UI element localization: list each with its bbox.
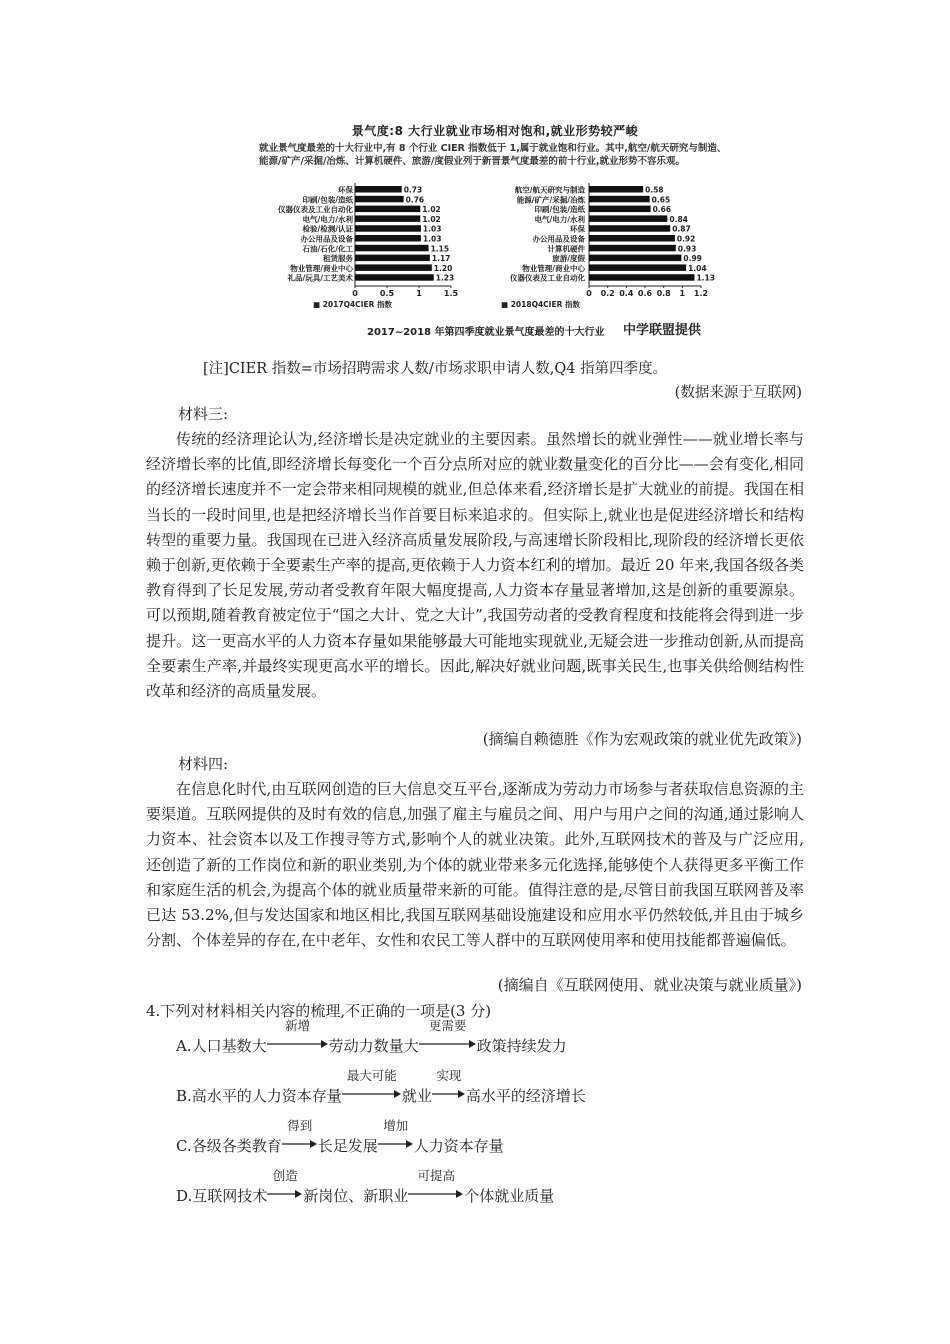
option-d[interactable] — [176, 1168, 554, 1208]
figure-title: 景气度:8 大行业就业市场相对饱和,就业形势较严峻 — [351, 124, 639, 138]
tick-label: 0.8 — [656, 289, 671, 298]
option-term-2: 新岗位、新职业 — [303, 1187, 409, 1205]
arrow-label: 更需要 — [428, 1018, 467, 1033]
value-label: 1.03 — [422, 234, 442, 244]
arrow-label: 得到 — [287, 1118, 313, 1133]
material3-citation: (摘编自赖德胜《作为宏观政策的就业优先政策》) — [482, 730, 802, 748]
value-label: 0.76 — [405, 195, 425, 205]
data-bar — [589, 245, 676, 252]
value-label: 0.84 — [669, 214, 688, 224]
tick-label: 0 — [586, 289, 592, 298]
tick-label: 0.2 — [600, 289, 615, 298]
category-label: 办公用品及设备 — [532, 234, 585, 244]
right-arrow-icon — [267, 1189, 303, 1199]
arrow-label: 新增 — [285, 1018, 311, 1033]
category-label: 能源/矿产/采掘/冶炼 — [516, 195, 585, 205]
arrow-1 — [267, 1016, 329, 1058]
figure-intro: 就业景气度最差的十大行业中,有 8 个行业 CIER 指数低于 1,属于就业饱和行业。其中,航空/航天研究与制造、能源/矿产/采掘/冶炼、计算机硬件、旅游/度假业列于新晋景气度最差的前十行业,就业形势不容乐观。 — [259, 143, 727, 167]
tick-label: 0.6 — [637, 289, 653, 298]
option-term-1: 高水平的人力资本存量 — [191, 1087, 342, 1105]
option-prefix: C. — [176, 1137, 192, 1155]
arrow-2 — [432, 1066, 466, 1108]
value-label: 0.93 — [677, 244, 697, 254]
category-label: 仪器仪表及工业自动化 — [510, 273, 585, 283]
category-label: 石油/石化/化工 — [302, 244, 353, 254]
right-arrow-icon — [267, 1039, 329, 1049]
option-term-1: 各级各类教育 — [191, 1137, 282, 1155]
data-bar — [355, 255, 430, 262]
legend-label: ■ 2017Q4CIER 指数 — [313, 300, 392, 309]
data-bar — [589, 274, 694, 281]
cier-note: [注]CIER 指数=市场招聘需求人数/市场求职申请人数,Q4 指第四季度。 — [203, 361, 668, 377]
data-bar — [355, 274, 434, 281]
option-term-2: 劳动力数量大 — [328, 1037, 419, 1055]
value-label: 1.17 — [431, 254, 451, 264]
category-label: 印刷/包装/造纸 — [302, 195, 353, 205]
arrow-1 — [342, 1066, 402, 1108]
category-label: 检验/检测/认证 — [302, 224, 353, 234]
right-arrow-icon — [419, 1039, 477, 1049]
value-label: 0.58 — [645, 185, 664, 195]
option-term-2: 就业 — [401, 1087, 432, 1105]
category-label: 办公用品及设备 — [300, 234, 353, 244]
legend-label: ■ 2018Q4CIER 指数 — [501, 300, 580, 309]
option-c[interactable] — [176, 1118, 504, 1158]
value-label: 1.20 — [433, 263, 453, 273]
figure-caption: 2017~2018 年第四季度就业景气度最差的十大行业 — [367, 327, 605, 338]
data-bar — [355, 225, 421, 232]
option-prefix: D. — [176, 1187, 193, 1205]
question-stem: 4.下列对材料相关内容的梳理,不正确的一项是(3 分) — [146, 1002, 492, 1020]
data-bar — [355, 215, 420, 222]
arrow-2 — [419, 1016, 477, 1058]
category-label: 仪器仪表及工业自动化 — [278, 205, 353, 215]
arrow-label: 可提高 — [417, 1168, 456, 1183]
category-label: 物业管理/商业中心 — [290, 263, 353, 273]
option-term-3: 政策持续发力 — [476, 1037, 567, 1055]
tick-label: 0.5 — [379, 289, 395, 298]
employment-figure — [255, 120, 735, 350]
value-label: 0.87 — [672, 224, 691, 234]
arrow-label: 创造 — [272, 1168, 298, 1183]
value-label: 0.99 — [683, 254, 702, 264]
arrow-label: 实现 — [436, 1068, 462, 1083]
value-label: 1.02 — [422, 205, 441, 215]
data-bar — [589, 215, 667, 222]
tick-label: 1 — [416, 289, 422, 298]
category-label: 计算机硬件 — [547, 244, 585, 254]
material4-heading: 材料四: — [178, 755, 229, 773]
arrow-2 — [378, 1116, 414, 1158]
right-arrow-icon — [342, 1089, 402, 1099]
value-label: 0.65 — [651, 195, 671, 205]
data-bar — [589, 255, 681, 262]
option-prefix: A. — [176, 1037, 192, 1055]
figure-provider: 中学联盟提供 — [623, 323, 702, 338]
value-label: 1.13 — [696, 273, 715, 283]
value-label: 1.15 — [430, 244, 450, 254]
option-prefix: B. — [176, 1087, 192, 1105]
category-label: 印刷/包装/造纸 — [534, 205, 585, 215]
value-label: 0.66 — [652, 205, 672, 215]
tick-label: 1.5 — [443, 289, 459, 298]
option-term-3: 人力资本存量 — [413, 1137, 504, 1155]
category-label: 环保 — [570, 224, 585, 234]
category-label: 航空/航天研究与制造 — [514, 185, 585, 195]
right-arrow-icon — [282, 1139, 318, 1149]
arrow-label: 增加 — [383, 1118, 409, 1133]
option-term-3: 高水平的经济增长 — [465, 1087, 586, 1105]
category-label: 电气/电力/水利 — [534, 214, 585, 224]
right-arrow-icon — [432, 1089, 466, 1099]
arrow-2 — [408, 1166, 464, 1208]
value-label: 1.02 — [422, 214, 441, 224]
data-source: (数据来源于互联网) — [674, 385, 802, 401]
data-bar — [589, 206, 651, 213]
option-b[interactable] — [176, 1068, 586, 1108]
value-label: 1.23 — [435, 273, 455, 283]
value-label: 1.03 — [422, 224, 442, 234]
data-bar — [355, 264, 432, 271]
value-label: 0.92 — [676, 234, 696, 244]
data-bar — [355, 235, 421, 242]
material3-text: 传统的经济理论认为,经济增长是决定就业的主要因素。虽然增长的就业弹性——就业增长率与经济增长率的比值,即经济增长每变化一个百分点所对应的就业数量变化的百分比——会有变化,相同的经济增长速度并不一定会带来相同规模的就业,但总体来看,经济增长是扩大就业的前提。我国在相当长的一段时间里,也是把经济增长当作首要目标来追求的。但实际上,就业也是促进经济增长和结构转型的重要力量。我国现在已进入经济高质量发展阶段,与高速增长阶段相比,现阶段的经济增长更依赖于创新,更依赖于全要素生产率的提高,更依赖于人力资本红利的增加。最近 20 年来,我国各级各类教育得到了长足发展,劳动者受教育年限大幅度提高,人力资本存量显著增加,这是创新的重要源泉。可以预期,随着教育被定位于“国之大计、党之大计”,我国劳动者的受教育程度和技能将会得到进一步提升。这一更高水平的人力资本存量如果能够最大可能地实现就业,无疑会进一步推动创新,从而提高全要素生产率,并最终实现更高水平的增长。因此,解决好就业问题,既事关民生,也事关供给侧结构性改革和经济的高质量发展。 — [146, 430, 804, 701]
option-term-1: 互联网技术 — [192, 1187, 268, 1205]
tick-label: 0.4 — [619, 289, 634, 298]
category-label: 环保 — [338, 185, 353, 195]
arrow-1 — [267, 1166, 303, 1208]
data-bar — [589, 225, 670, 232]
material4-citation: (摘编自《互联网使用、就业决策与就业质量》) — [497, 976, 802, 994]
arrow-label: 最大可能 — [346, 1068, 397, 1083]
data-bar — [355, 196, 404, 203]
value-label: 1.04 — [688, 263, 707, 273]
category-label: 电气/电力/水利 — [302, 214, 353, 224]
tick-label: 0 — [352, 289, 358, 298]
data-bar — [355, 186, 402, 193]
data-bar — [589, 235, 675, 242]
category-label: 礼品/玩具/工艺美术 — [287, 273, 353, 283]
material4-text: 在信息化时代,由互联网创造的巨大信息交互平台,逐渐成为劳动力市场参与者获取信息资源的主要渠道。互联网提供的及时有效的信息,加强了雇主与雇员之间、用户与用户之间的沟通,通过影响人力资本、社会资本以及工作搜寻等方式,影响个人的就业决策。此外,互联网技术的普及与广泛应用,还创造了新的工作岗位和新的职业类别,为个体的就业带来多元化选择,能够使个人获得更多平衡工作和家庭生活的机会,为提高个体的就业质量带来新的可能。值得注意的是,尽管目前我国互联网普及率已达 53.2%,但与发达国家和地区相比,我国互联网基础设施建设和应用水平仍然较低,并且由于城乡分割、个体差异的存在,在中老年、女性和农民工等人群中的互联网使用率和使用技能都普遍偏低。 — [146, 780, 804, 950]
right-arrow-icon — [378, 1139, 414, 1149]
material3-heading: 材料三: — [178, 405, 229, 423]
option-term-2: 长足发展 — [317, 1137, 378, 1155]
data-bar — [355, 245, 429, 252]
arrow-1 — [282, 1116, 318, 1158]
option-a[interactable] — [176, 1018, 567, 1058]
option-term-1: 人口基数大 — [191, 1037, 267, 1055]
data-bar — [589, 264, 686, 271]
option-term-3: 个体就业质量 — [464, 1187, 555, 1205]
value-label: 0.73 — [403, 185, 423, 195]
data-bar — [589, 186, 643, 193]
tick-label: 1 — [679, 289, 686, 298]
data-bar — [355, 206, 420, 213]
category-label: 旅游/度假 — [552, 254, 585, 264]
category-label: 物业管理/商业中心 — [522, 263, 585, 273]
right-arrow-icon — [408, 1189, 464, 1199]
data-bar — [589, 196, 650, 203]
tick-label: 1.2 — [693, 289, 709, 298]
category-label: 租赁服务 — [323, 254, 353, 264]
